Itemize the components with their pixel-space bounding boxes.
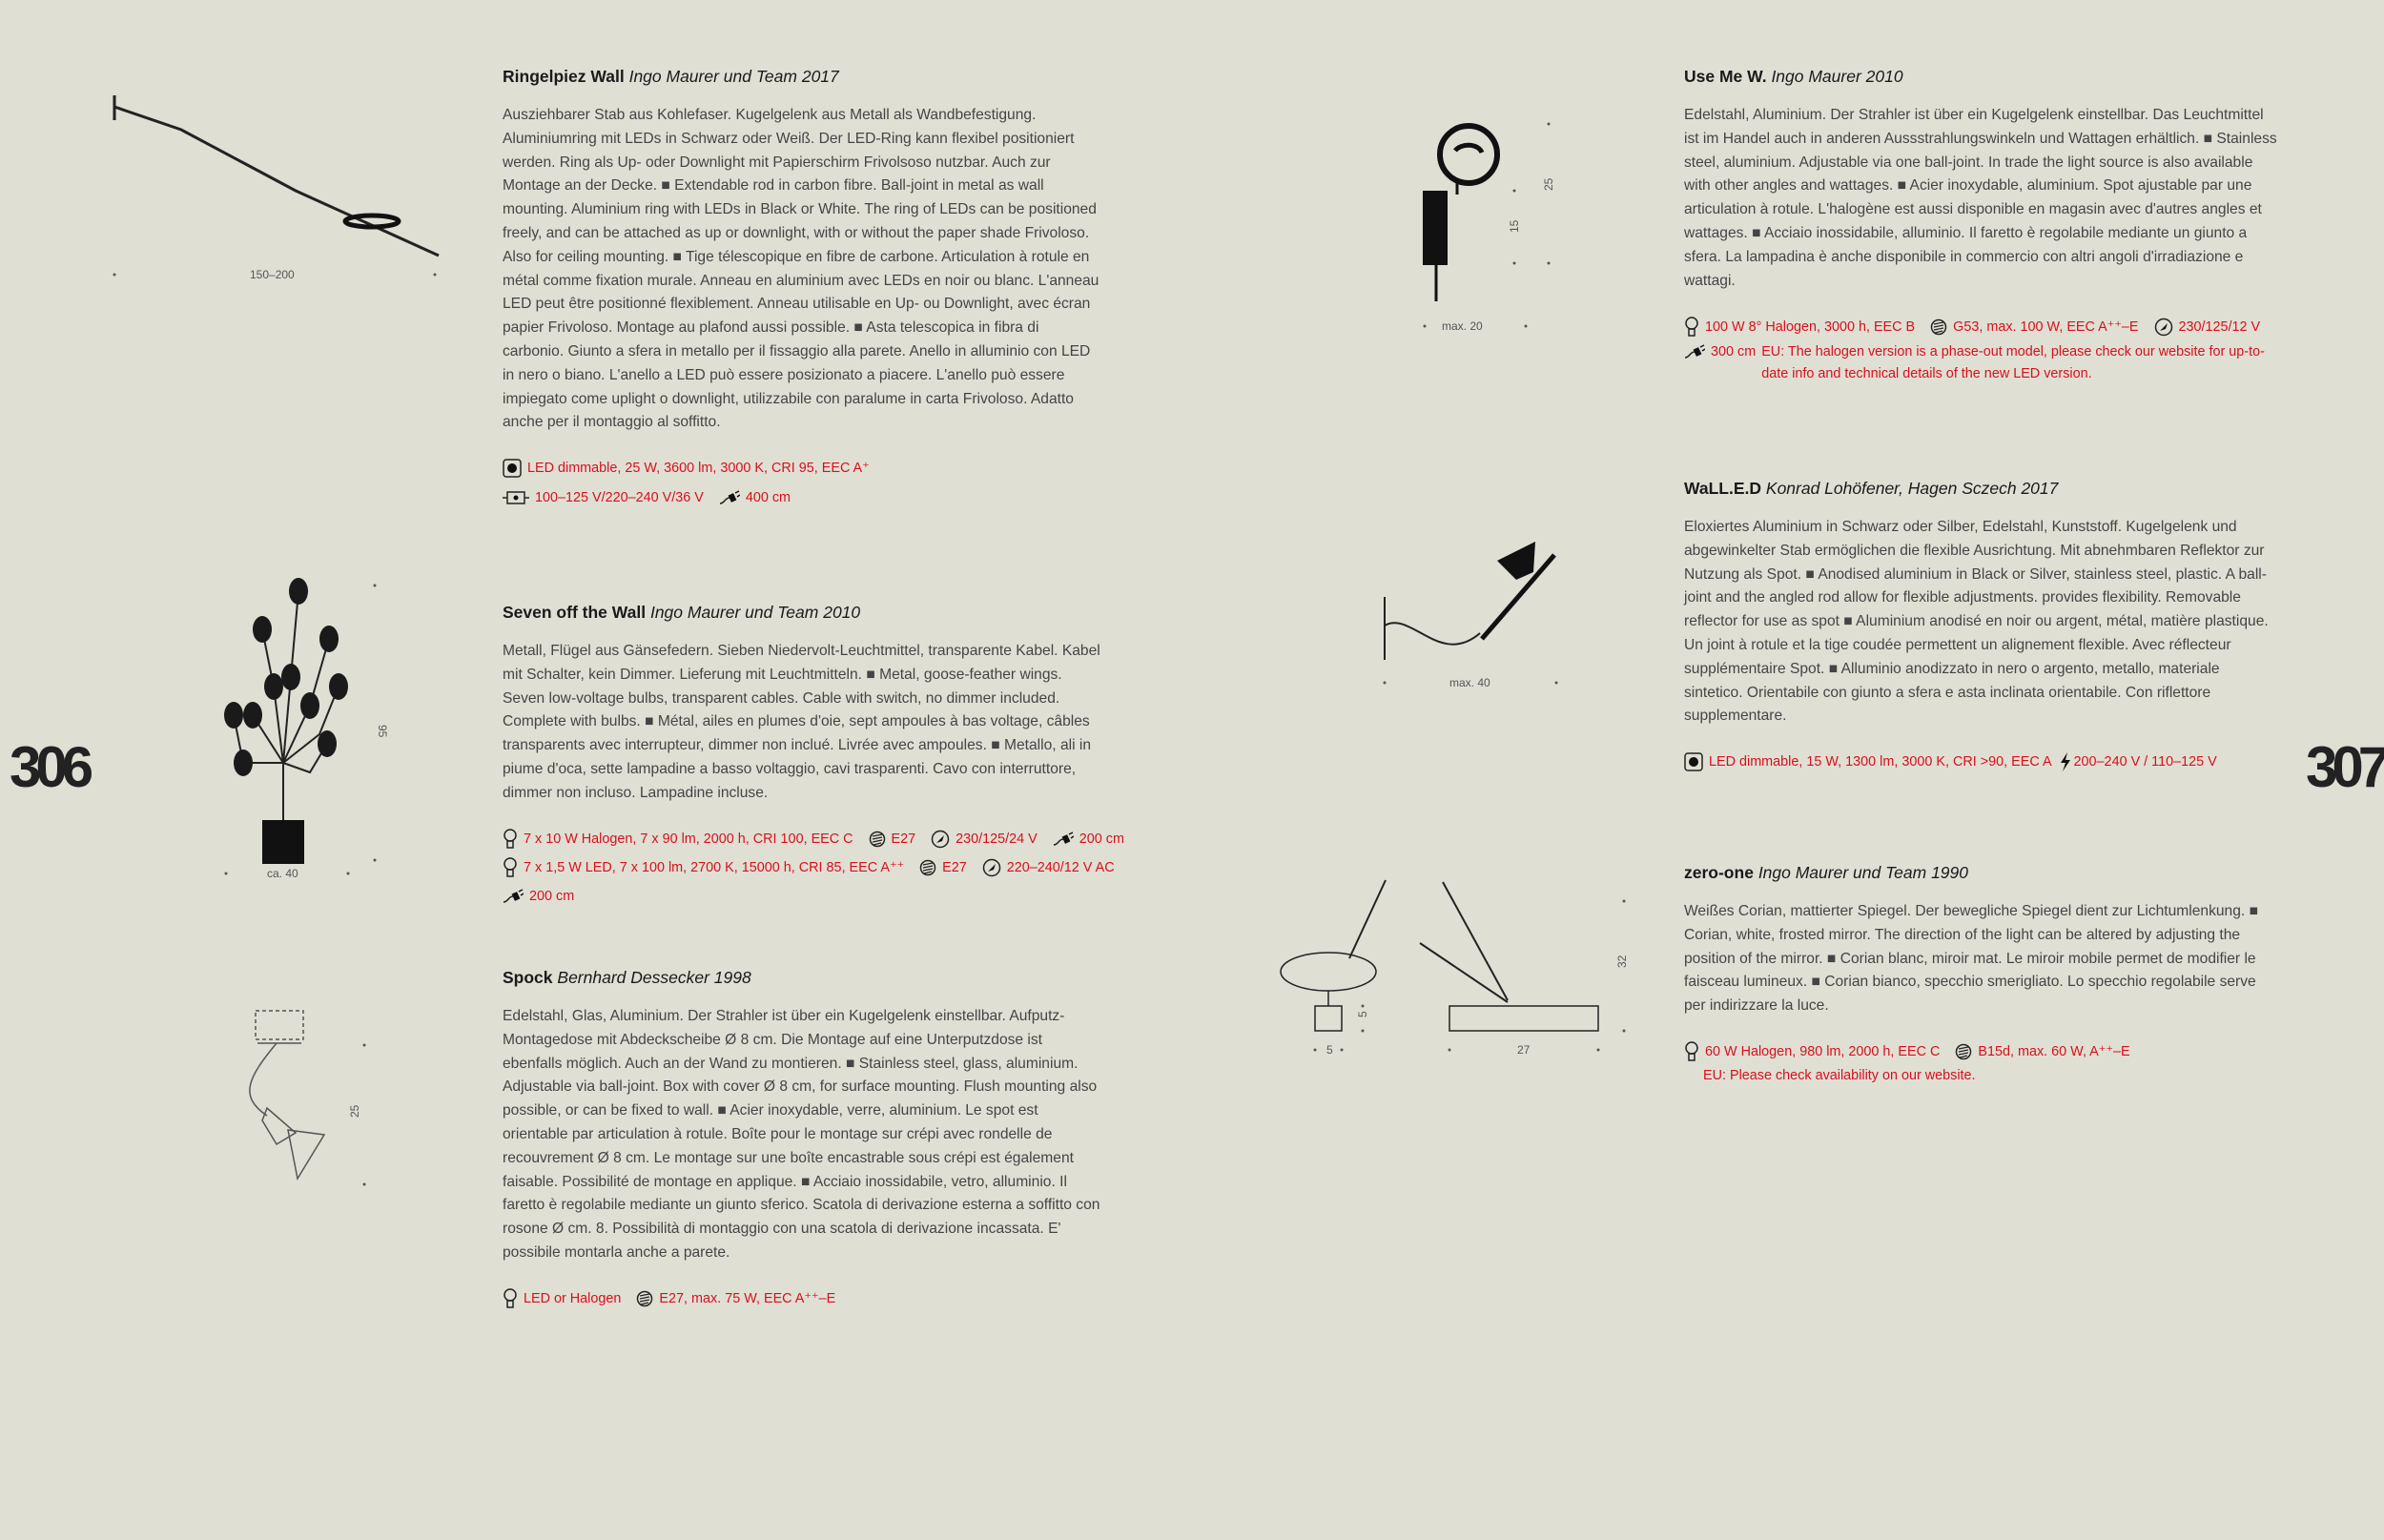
entry-zero-one: [1684, 863, 2281, 1085]
entry-description: Edelstahl, Aluminium. Der Strahler ist über ein Kugelgelenk einstellbar. Das Leuchtmittel ist im Handel auch in anderen Aussstrahlungswinkeln und Wattagen erhältlich. ■ Stainless steel, aluminium. Adjustable via one ball-joint. In trade the light source is also available with other angles and wattages. ■ Acier inoxydable, aluminium. Spot ajustable par une articulation à rotule. L'halogène est aussi disponible en magasin avec d'autres angles et wattages. ■ Acciaio inossidabile, alluminio. Il faretto è regolabile mediante un giunto a sfera. La lampadina è anche disponibile in commercio con altri angoli d'irradiazione e wattagi.: [1684, 107, 2277, 289]
seven-dim-height: 95: [376, 725, 389, 738]
spec-list: [1684, 748, 2281, 776]
socket-icon: [869, 831, 886, 848]
spec-text: 200–240 V / 110–125 V: [2073, 754, 2217, 770]
spec-text: 200 cm: [529, 889, 575, 905]
walled-drawing: [1373, 534, 1583, 696]
bulb-icon: [1684, 1041, 1699, 1062]
led-icon: [503, 459, 522, 478]
entry-author: Ingo Maurer und Team 2017: [628, 67, 839, 86]
entry-author: Ingo Maurer 2010: [1771, 67, 1903, 86]
entry-author: Ingo Maurer und Team 2010: [649, 603, 861, 622]
cable-icon: [503, 889, 524, 904]
entry-walled: [1684, 479, 2281, 776]
zero-one-dim-5-height: 5: [1356, 1011, 1369, 1017]
spec-text: 200 cm: [1079, 831, 1124, 847]
spec-text: E27: [891, 831, 916, 847]
entry-description: Weißes Corian, mattierter Spiegel. Der bewegliche Spiegel dient zur Lichtumlenkung. ■ Corian, white, frosted mirror. The direction of the light can be altered by adjusting the position of the mirror. ■ Corian blanc, miroir mat. Le miroir mobile permet de modifier le faisceau lumineux. ■ Corian bianco, specchio smerigliato. Lo specchio regolabile serve per indirizzare la luce.: [1684, 903, 2258, 1015]
spec-text: LED dimmable, 15 W, 1300 lm, 3000 K, CRI >90, EEC A: [1709, 754, 2052, 770]
socket-icon: [1930, 318, 1947, 336]
entry-name: Use Me W.: [1684, 67, 1767, 86]
spec-text: E27: [942, 859, 967, 875]
spock-drawing: [229, 1001, 381, 1192]
entry-description: Edelstahl, Glas, Aluminium. Der Strahler ist über ein Kugelgelenk einstellbar. Aufputz-Montagedose mit Abdeckscheibe Ø 8 cm. Die Montage auf eine Unterputzdose ist ebenfalls möglich. Auch an der Wand zu montieren. ■ Stainless steel, glass, aluminium. Adjustable via ball-joint. Box with cover Ø 8 cm, for surface mounting. Flush mounting also possible, or can be fixed to wall. ■ Acier inoxydable, verre, aluminium. Le spot est orientable par articulation à rotule. Boîte pour le montage sur crépi avec rondelle de recouvrement Ø 8 cm. Le montage sur une boîte encastrable sous crépi est également faisable. Possibilité de montage en applique. ■ Acciaio inossidabile, vetro, alluminio. Il faretto è regolabile mediante un giunto sferico. Scatola di derivazione esterna a soffitto con rosone Ø cm. 8. Possibilità di montaggio con una scatola di derivazione incassata. E' possibile montarla anche a parete.: [503, 1008, 1100, 1261]
entry-note: EU: The halogen version is a phase-out model, please check our website for up-to-date info and technical details of the new LED version.: [1761, 343, 2265, 381]
socket-icon: [1955, 1043, 1972, 1060]
cable-icon: [1684, 344, 1705, 359]
led-icon: [1684, 752, 1703, 771]
entry-spock: [503, 968, 1101, 1313]
spec-text: 230/125/12 V: [2178, 318, 2261, 335]
spec-list: [1684, 312, 2281, 384]
bulb-icon: [503, 1288, 518, 1309]
seven-dim-width: ca. 40: [267, 867, 298, 880]
spec-text: 300 cm: [1711, 343, 1757, 359]
spec-text: 7 x 10 W Halogen, 7 x 90 lm, 2000 h, CRI 100, EEC C: [524, 831, 853, 847]
bulb-icon: [1684, 317, 1699, 338]
spec-text: LED dimmable, 25 W, 3600 lm, 3000 K, CRI 95, EEC A⁺: [527, 461, 870, 477]
voltage-icon: [982, 858, 1001, 877]
bulb-icon: [503, 829, 518, 850]
spec-text: E27, max. 75 W, EEC A⁺⁺–E: [659, 1290, 836, 1306]
entry-name: WaLL.E.D: [1684, 479, 1762, 498]
zero-one-dim-27: 27: [1517, 1043, 1531, 1057]
use-me-w-drawing: [1402, 114, 1573, 343]
spec-text: 230/125/24 V: [956, 831, 1038, 847]
seven-off-the-wall-drawing: [215, 572, 405, 887]
entry-use-me-w: [1684, 67, 2281, 385]
entry-ringelpiez-wall: [503, 67, 1101, 512]
use-me-dim-15: 15: [1508, 219, 1521, 233]
spec-list: [1684, 1037, 2281, 1085]
spec-list: [503, 825, 1124, 912]
spec-text: 100 W 8° Halogen, 3000 h, EEC B: [1705, 318, 1916, 335]
socket-icon: [636, 1290, 653, 1307]
zero-one-drawing: [1273, 873, 1645, 1063]
entry-seven-off-the-wall: [503, 603, 1124, 911]
ringelpiez-dim-width: 150–200: [250, 268, 295, 281]
spec-text: B15d, max. 60 W, A⁺⁺–E: [1978, 1044, 2130, 1060]
spock-dim-height: 25: [348, 1104, 361, 1118]
entry-description: Ausziehbarer Stab aus Kohlefaser. Kugelgelenk aus Metall als Wandbefestigung. Aluminiumring mit LEDs in Schwarz oder Weiß. Der LED-Ring kann flexibel positioniert werden. Ring als Up- oder Downlight mit Papierschirm Frivolsoso nutzbar. Auch zur Montage an der Decke. ■ Extendable rod in carbon fibre. Ball-joint in metal as wall mounting. Aluminium ring with LEDs in Black or White. The ring of LEDs can be positioned freely, and can be attached as up or downlight, with or without the paper shade Frivoloso. Also for ceiling mounting. ■ Tige télescopique en fibre de carbone. Articulation à rotule en métal comme fixation murale. Anneau en aluminium avec LEDs en noir ou blanc. L'anneau LED peut être positionné flexiblement. Anneau utilisable en Up- ou Downlight, avec écran papier Frivoloso. Montage au plafond aussi possible. ■ Asta telescopica in fibra di carbonio. Giunto a sfera in metallo per il fissaggio alla parete. Anello in alluminio con LED in nero o biano. L'anello a LED può essere posizionato a piacere. L'anello può essere impiegato come uplight o downlight, utilizzabile con paralume in carta Frivoloso. Adatto anche per il montaggio al soffitto.: [503, 107, 1100, 431]
use-me-dim-25: 25: [1542, 177, 1555, 191]
ringelpiez-wall-drawing: [95, 86, 458, 286]
bulb-icon: [503, 857, 518, 878]
entry-author: Ingo Maurer und Team 1990: [1757, 863, 1969, 882]
spec-list: [503, 1284, 1101, 1313]
spec-text: 100–125 V/220–240 V/36 V: [535, 489, 704, 505]
entry-name: Spock: [503, 968, 553, 987]
zero-one-dim-32: 32: [1615, 955, 1629, 968]
walled-dim-width: max. 40: [1449, 676, 1490, 689]
spec-list: [503, 454, 1101, 511]
transformer-icon: [503, 490, 529, 505]
lightning-icon: [2060, 752, 2071, 771]
cable-icon: [719, 490, 740, 505]
entry-description: Eloxiertes Aluminium in Schwarz oder Silber, Edelstahl, Kunststoff. Kugelgelenk und abgewinkelter Stab ermöglichen die flexible Ausrichtung. Mit abnehmbaren Reflektor zur Nutzung als Spot. ■ Anodised aluminium in Black or Silver, stainless steel, plastic. A ball-joint and the angled rod allow for flexible adjustments. provides flexibility. Removable reflector for use as spot ■ Aluminium anodisé en noir ou argent, métal, matière plastique. Un joint à rotule et la tige coudée permettent un alignement flexible. Avec réflecteur supplémentaire Spot. ■ Alluminio anodizzato in nero o argento, metallo, materiale sintetico. Orientabile con giunto a sfera e asta inclinata orientabile. Con riflettore supplementare.: [1684, 519, 2269, 725]
entry-author: Bernhard Dessecker 1998: [557, 968, 751, 987]
voltage-icon: [2154, 318, 2173, 337]
page-number-left: 306: [10, 735, 89, 799]
spec-text: 7 x 1,5 W LED, 7 x 100 lm, 2700 K, 15000 h, CRI 85, EEC A⁺⁺: [524, 859, 905, 875]
voltage-icon: [931, 830, 950, 849]
entry-name: zero-one: [1684, 863, 1754, 882]
spec-text: G53, max. 100 W, EEC A⁺⁺–E: [1953, 318, 2139, 335]
spec-text: LED or Halogen: [524, 1290, 622, 1306]
cable-icon: [1053, 832, 1074, 847]
entry-description: Metall, Flügel aus Gänsefedern. Sieben Niedervolt-Leuchtmittel, transparente Kabel. Kabel mit Schalter, kein Dimmer. Lieferung mit Leuchtmitteln. ■ Metal, goose-feather wings. Seven low-voltage bulbs, transparent cables. Cable with switch, no dimmer included. Complete with bulbs. ■ Métal, ailes en plumes d'oie, sept ampoules à bas voltage, câbles transparents avec interrupteur, dimmer non inclué. Livrée avec ampoules. ■ Metallo, ali in piume d'oca, sette lampadine a basso voltaggio, cavi trasparenti. Cavo con interruttore, dimmer non incluso. Lampadine incluse.: [503, 643, 1100, 801]
entry-author: Konrad Lohöfener, Hagen Sczech 2017: [1765, 479, 2059, 498]
entry-name: Ringelpiez Wall: [503, 67, 625, 86]
spec-text: 60 W Halogen, 980 lm, 2000 h, EEC C: [1705, 1044, 1941, 1060]
entry-name: Seven off the Wall: [503, 603, 647, 622]
socket-icon: [919, 859, 936, 876]
zero-one-dim-5-width: 5: [1326, 1043, 1333, 1057]
page-number-right: 307: [2306, 735, 2384, 799]
entry-note: EU: Please check availability on our website.: [1703, 1068, 1976, 1084]
use-me-dim-width: max. 20: [1442, 319, 1483, 333]
spec-text: 220–240/12 V AC: [1006, 859, 1115, 875]
spec-text: 400 cm: [745, 489, 791, 505]
